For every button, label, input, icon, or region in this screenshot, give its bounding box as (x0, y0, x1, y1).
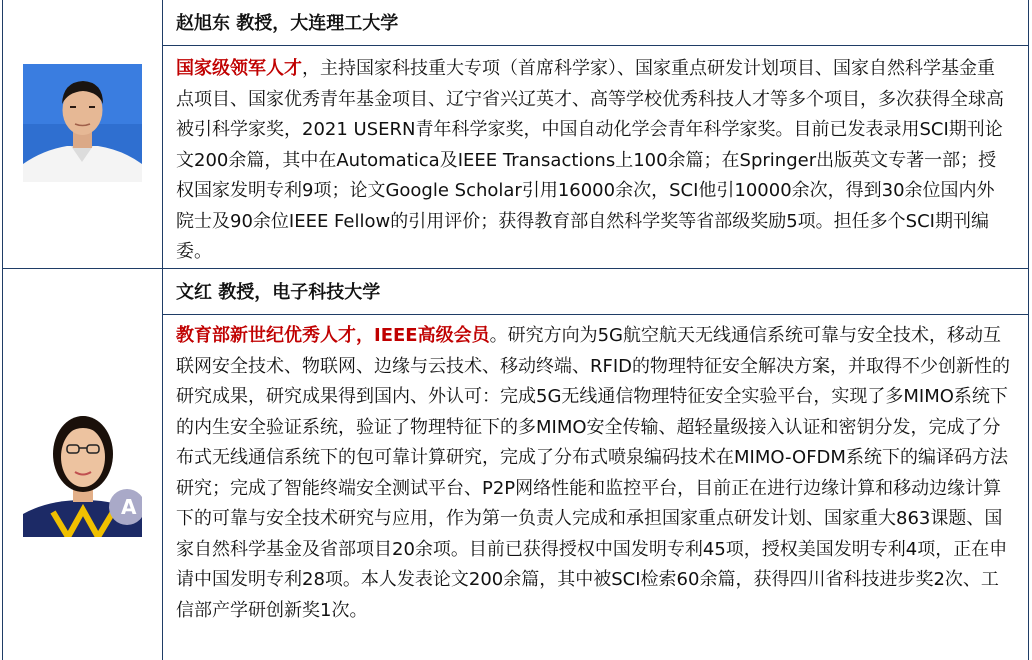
bio-text: 。研究方向为5G航空航天无线通信系统可靠与安全技术，移动互联网安全技术、物联网、边缘与云技术、移动终端、RFID的物理特征安全解决方案，并取得不少创新性的研究成果，研究成果得到国内、外认可：完成5G无线通信物理特征安全实验平台，实现了多MIMO系统下的内生安全验证系统，验证了物理特征下的多MIMO安全传输、超轻量级接入认证和密钥分发，完成了分布式无线通信系统下的包可靠计算研究，完成了分布式喷泉编码技术在MIMO-OFDM系统下的编译码方法研究；完成了智能终端安全测试平台、P2P网络性能和监控平台，目前正在进行边缘计算和移动边缘计算下的可靠与安全技术研究与应用，作为第一负责人完成和承担国家重点研发计划、国家重大863课题、国家自然科学基金及省部项目20余项。目前已获得授权中国发明专利45项，授权美国发明专利4项，正在申请中国发明专利28项。本人发表论文200余篇，其中被SCI检索60余篇，获得四川省科技进步奖2次、工信部产学研创新奖1次。 (176, 325, 1011, 621)
honor-highlight: 国家级领军人才 (176, 58, 302, 79)
table-border-left (2, 0, 3, 660)
profile-name-title: 赵旭东 教授，大连理工大学 (176, 13, 399, 34)
portrait-photo (23, 382, 142, 537)
row-divider-2 (2, 268, 1029, 269)
row-divider-1 (162, 45, 1029, 46)
bio-text: ，主持国家科技重大专项（首席科学家）、国家重点研发计划项目、国家自然科学基金重点项目、国家优秀青年基金项目、辽宁省兴辽英才、高等学校优秀科技人才等多个项目，多次获得全球高被引科学家奖，2021 USERN青年科学家奖，中国自动化学会青年科学家奖。目前已发表录用SCI期刊论文200余篇，其中在Automatica及IEEE Transactions上100余篇；在Springer出版英文专著一部；授权国家发明专利9项；论文Google Scholar引用16000余次，SCI他引10000余次，得到30余位国内外院士及90余位IEEE Fellow的引用评价；获得教育部自然科学奖等省部级奖励5项。担任多个SCI期刊编委。 (176, 58, 1004, 262)
row-divider-3 (162, 314, 1029, 315)
table-border-right (1028, 0, 1029, 660)
honor-highlight: 教育部新世纪优秀人才，IEEE高级会员 (176, 325, 490, 346)
profile-bio (176, 54, 1012, 268)
portrait-photo (23, 64, 142, 182)
profile-name-title: 文红 教授，电子科技大学 (176, 282, 381, 303)
svg-text:A: A (121, 495, 137, 519)
table-column-divider (162, 0, 163, 660)
profile-bio (176, 321, 1012, 626)
